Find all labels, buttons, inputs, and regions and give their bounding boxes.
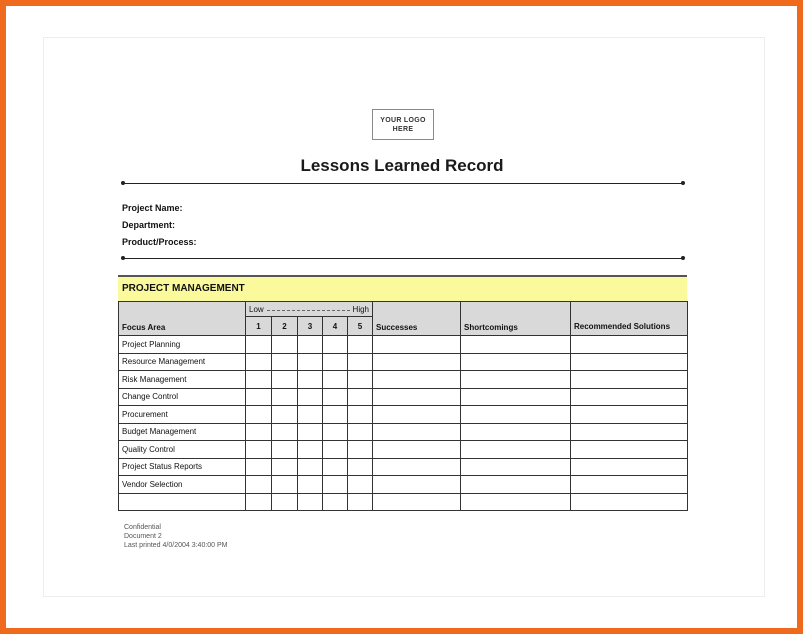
- rating-cell[interactable]: [298, 476, 323, 494]
- entry-cell[interactable]: [373, 476, 461, 494]
- entry-cell[interactable]: [461, 476, 571, 494]
- focus-area-cell: [119, 493, 246, 511]
- focus-area-cell: Risk Management: [119, 371, 246, 389]
- entry-cell[interactable]: [461, 353, 571, 371]
- footer-confidential: Confidential: [124, 524, 161, 531]
- logo-line-1: YOUR LOGO: [380, 117, 426, 124]
- table-row: [119, 423, 688, 441]
- rating-cell[interactable]: [272, 441, 298, 459]
- rating-cell[interactable]: [246, 406, 272, 424]
- rating-cell[interactable]: [298, 423, 323, 441]
- entry-cell[interactable]: [571, 423, 688, 441]
- entry-cell[interactable]: [373, 458, 461, 476]
- product-process-label: Product/Process:: [122, 237, 197, 247]
- scale-high-label: High: [352, 304, 369, 314]
- rating-cell[interactable]: [348, 388, 373, 406]
- bottom-divider: [122, 258, 684, 259]
- table-row: [119, 371, 688, 389]
- rating-cell[interactable]: [246, 388, 272, 406]
- entry-cell[interactable]: [373, 353, 461, 371]
- logo-placeholder: [372, 109, 434, 140]
- rating-cell[interactable]: [323, 476, 348, 494]
- rating-cell[interactable]: [348, 371, 373, 389]
- entry-cell[interactable]: [461, 371, 571, 389]
- table-row: [119, 476, 688, 494]
- department-label: Department:: [122, 220, 176, 230]
- lessons-table: [118, 301, 688, 511]
- entry-cell[interactable]: [461, 423, 571, 441]
- footer-last-printed: Last printed 4/0/2004 3:40:00 PM: [124, 542, 228, 549]
- focus-area-cell: Vendor Selection: [119, 476, 246, 494]
- rating-cell[interactable]: [272, 336, 298, 354]
- rating-cell[interactable]: [298, 458, 323, 476]
- entry-cell[interactable]: [373, 423, 461, 441]
- rating-cell[interactable]: [323, 458, 348, 476]
- rating-cell[interactable]: [272, 476, 298, 494]
- page-frame: [6, 6, 797, 628]
- entry-cell[interactable]: [461, 458, 571, 476]
- rating-cell[interactable]: [323, 371, 348, 389]
- rating-cell[interactable]: [246, 336, 272, 354]
- recommended-solutions-header: Recommended Solutions: [571, 302, 688, 336]
- entry-cell[interactable]: [571, 353, 688, 371]
- rating-cell[interactable]: [272, 353, 298, 371]
- entry-cell[interactable]: [373, 388, 461, 406]
- rating-cell[interactable]: [348, 458, 373, 476]
- focus-area-cell: Project Status Reports: [119, 458, 246, 476]
- entry-cell[interactable]: [571, 476, 688, 494]
- rating-cell[interactable]: [348, 493, 373, 511]
- rating-cell[interactable]: [323, 493, 348, 511]
- rating-cell[interactable]: [272, 371, 298, 389]
- table-row: [119, 458, 688, 476]
- shortcomings-header: Shortcomings: [461, 302, 571, 336]
- scale-low-label: Low: [249, 304, 264, 314]
- rating-cell[interactable]: [246, 441, 272, 459]
- section-header: PROJECT MANAGEMENT: [118, 275, 687, 301]
- rating-cell[interactable]: [298, 406, 323, 424]
- rating-cell[interactable]: [298, 336, 323, 354]
- rating-cell[interactable]: [298, 441, 323, 459]
- rating-3-header: 3: [298, 317, 323, 336]
- rating-cell[interactable]: [246, 353, 272, 371]
- project-name-label: Project Name:: [122, 203, 183, 213]
- rating-cell[interactable]: [323, 406, 348, 424]
- entry-cell[interactable]: [461, 441, 571, 459]
- rating-cell[interactable]: [272, 388, 298, 406]
- rating-cell[interactable]: [246, 371, 272, 389]
- entry-cell[interactable]: [461, 406, 571, 424]
- focus-area-cell: Change Control: [119, 388, 246, 406]
- entry-cell[interactable]: [461, 493, 571, 511]
- rating-cell[interactable]: [298, 493, 323, 511]
- entry-cell[interactable]: [373, 493, 461, 511]
- rating-4-header: 4: [323, 317, 348, 336]
- logo-line-2: HERE: [392, 126, 414, 133]
- focus-area-cell: Resource Management: [119, 353, 246, 371]
- entry-cell[interactable]: [373, 371, 461, 389]
- entry-cell[interactable]: [571, 458, 688, 476]
- table-row: [119, 406, 688, 424]
- rating-cell[interactable]: [272, 458, 298, 476]
- rating-cell[interactable]: [348, 336, 373, 354]
- rating-cell[interactable]: [246, 493, 272, 511]
- entry-cell[interactable]: [571, 441, 688, 459]
- rating-cell[interactable]: [246, 423, 272, 441]
- rating-2-header: 2: [272, 317, 298, 336]
- rating-cell[interactable]: [348, 441, 373, 459]
- rating-5-header: 5: [348, 317, 373, 336]
- entry-cell[interactable]: [461, 336, 571, 354]
- rating-cell[interactable]: [348, 353, 373, 371]
- entry-cell[interactable]: [373, 336, 461, 354]
- table-row: [119, 388, 688, 406]
- rating-cell[interactable]: [348, 476, 373, 494]
- rating-cell[interactable]: [298, 388, 323, 406]
- rating-scale-header: [246, 302, 373, 317]
- rating-cell[interactable]: [298, 353, 323, 371]
- rating-cell[interactable]: [272, 406, 298, 424]
- entry-cell[interactable]: [571, 493, 688, 511]
- table-row: [119, 441, 688, 459]
- entry-cell[interactable]: [571, 336, 688, 354]
- table-row: [119, 336, 688, 354]
- focus-area-header: Focus Area: [119, 302, 246, 336]
- rating-cell[interactable]: [323, 353, 348, 371]
- rating-cell[interactable]: [323, 441, 348, 459]
- focus-area-cell: Budget Management: [119, 423, 246, 441]
- entry-cell[interactable]: [571, 406, 688, 424]
- rating-cell[interactable]: [323, 423, 348, 441]
- rating-cell[interactable]: [323, 336, 348, 354]
- focus-area-cell: Project Planning: [119, 336, 246, 354]
- top-divider: [122, 183, 684, 184]
- entry-cell[interactable]: [461, 388, 571, 406]
- focus-area-cell: Procurement: [119, 406, 246, 424]
- rating-cell[interactable]: [272, 423, 298, 441]
- rating-cell[interactable]: [246, 476, 272, 494]
- entry-cell[interactable]: [571, 388, 688, 406]
- entry-cell[interactable]: [373, 406, 461, 424]
- rating-cell[interactable]: [348, 423, 373, 441]
- footer-document-number: Document 2: [124, 533, 162, 540]
- document-page: [43, 37, 765, 597]
- rating-1-header: 1: [246, 317, 272, 336]
- rating-cell[interactable]: [348, 406, 373, 424]
- document-title: Lessons Learned Record: [300, 156, 504, 175]
- entry-cell[interactable]: [373, 441, 461, 459]
- rating-cell[interactable]: [272, 493, 298, 511]
- focus-area-cell: Quality Control: [119, 441, 246, 459]
- rating-cell[interactable]: [246, 458, 272, 476]
- table-row: [119, 353, 688, 371]
- table-row: [119, 493, 688, 511]
- rating-cell[interactable]: [298, 371, 323, 389]
- rating-cell[interactable]: [323, 388, 348, 406]
- successes-header: Successes: [373, 302, 461, 336]
- entry-cell[interactable]: [571, 371, 688, 389]
- document-footer: [124, 523, 228, 550]
